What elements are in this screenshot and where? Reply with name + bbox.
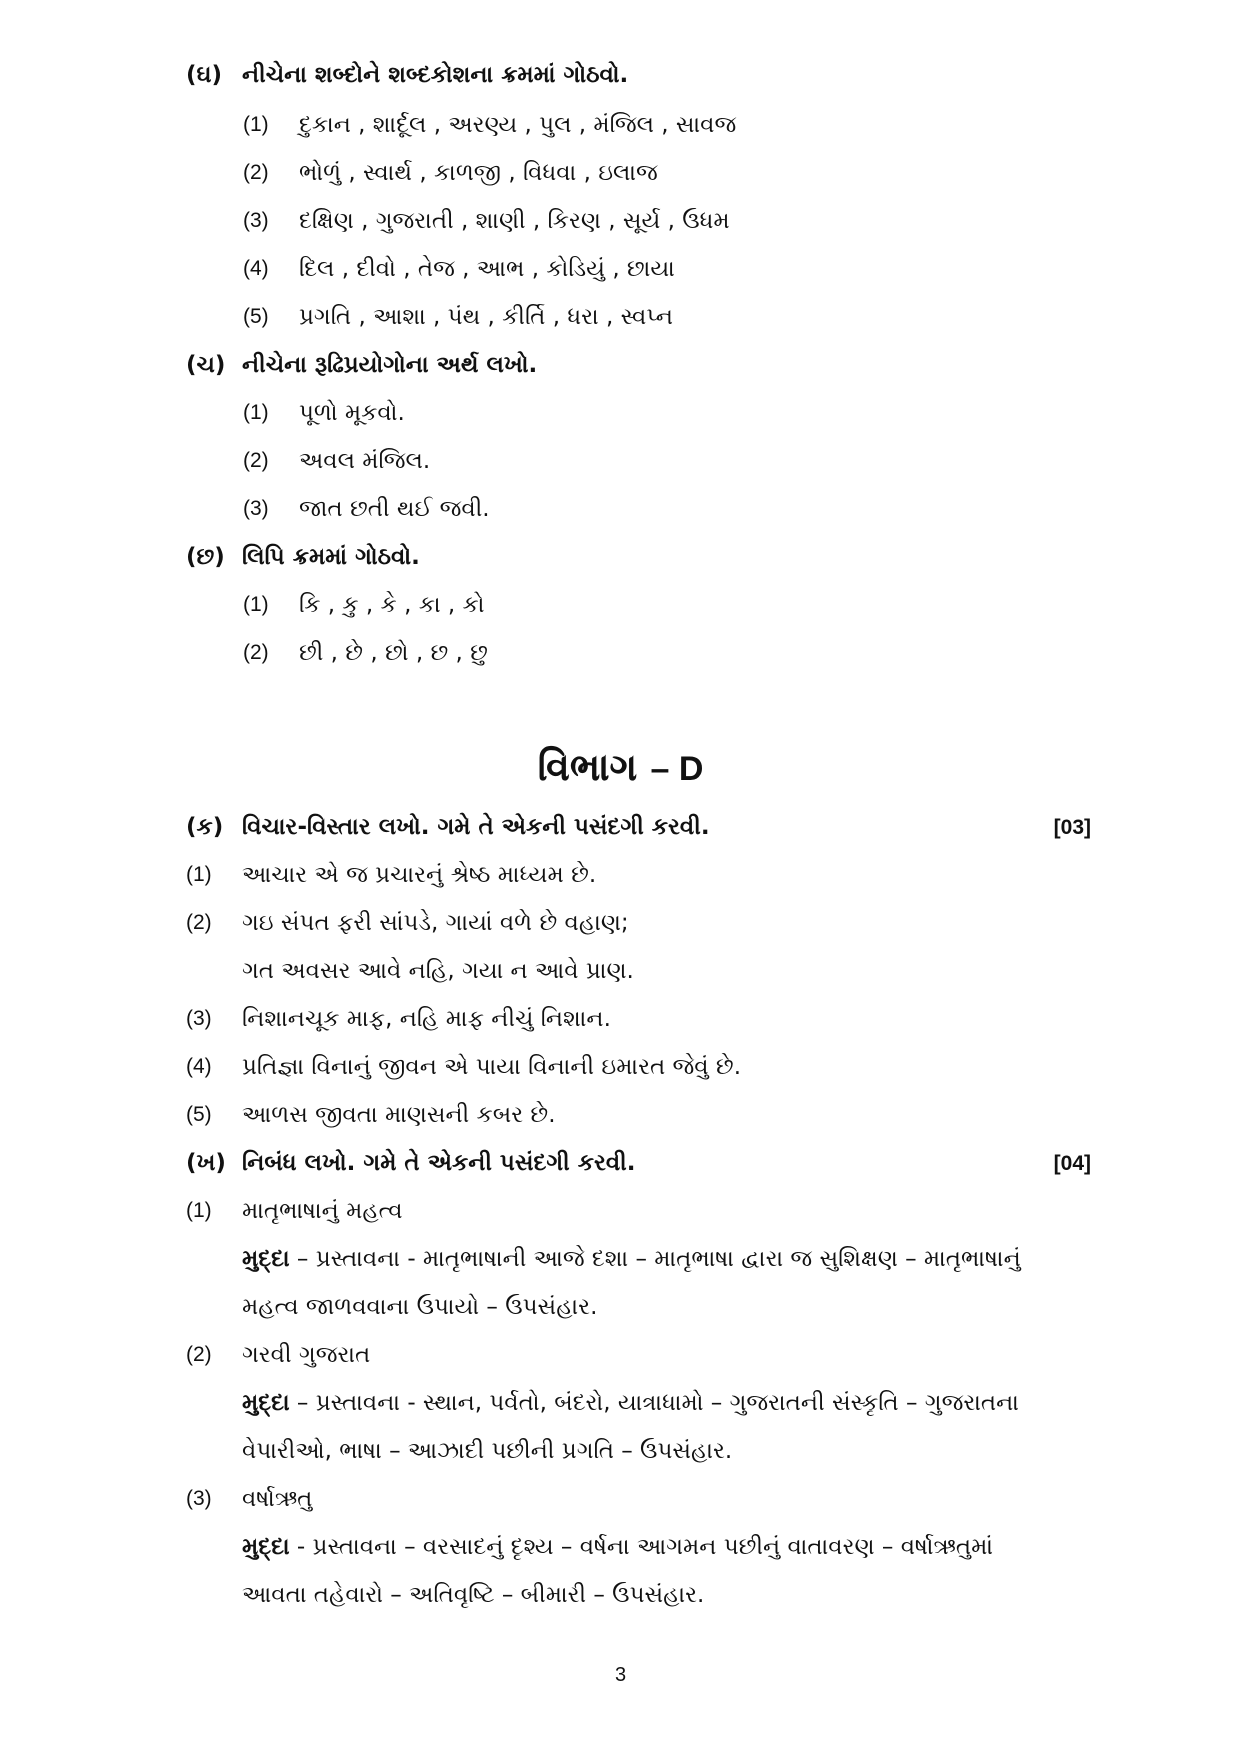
item-text: નિશાનચૂક માફ, નહિ માફ નીચું નિશાન.: [242, 1006, 611, 1032]
item-number: (2): [243, 161, 269, 184]
essay-points-continued: વેપારીઓ, ભાષા – આઝાદી પછીની પ્રગતિ – ઉપસંહાર.: [242, 1438, 733, 1464]
item-number: (2): [186, 911, 212, 934]
essay-points: [242, 1532, 993, 1562]
marks-badge: [04]: [1053, 1152, 1091, 1175]
item-number: (1): [186, 863, 212, 886]
item-number: (2): [243, 641, 269, 664]
item-text: ભોળું , સ્વાર્થ , કાળજી , વિધવા , ઇલાજ: [299, 160, 658, 186]
item-text: આચાર એ જ પ્રચારનું શ્રેષ્ઠ માધ્યમ છે.: [242, 862, 597, 888]
item-text: ગઇ સંપત ફરી સાંપડે, ગાયાં વળે છે વહાણ;: [242, 910, 629, 936]
mudda-label: મુદ્દા: [242, 1534, 290, 1560]
essay-points-continued: મહત્વ જાળવવાના ઉપાયો – ઉપસંહાર.: [242, 1294, 598, 1320]
points-text: – પ્રસ્તાવના - સ્થાન, પર્વતો, બંદરો, યાત્રાધામો – ગુજરાતની સંસ્કૃતિ – ગુજરાતના: [289, 1390, 1019, 1416]
mudda-label: મુદ્દા: [242, 1390, 290, 1416]
item-number: (1): [243, 593, 269, 616]
section-title: નિબંધ લખો. ગમે તે એકની પસંદગી કરવી.: [242, 1150, 636, 1176]
item-number: (3): [186, 1007, 212, 1030]
item-number: (1): [243, 401, 269, 424]
item-text: દિલ , દીવો , તેજ , આભ , કોડિયું , છાયા: [299, 256, 675, 282]
item-text: કિ , કુ , કે , કા , કો: [299, 592, 485, 618]
page-number: 3: [614, 1664, 627, 1686]
section-label: (ખ): [186, 1150, 226, 1176]
heading-main: વિભાગ: [537, 745, 638, 789]
item-text: દક્ષિણ , ગુજરાતી , શાણી , કિરણ , સૂર્ય , ઉધમ: [299, 208, 730, 234]
essay-points-continued: આવતા તહેવારો – અતિવૃષ્ટિ – બીમારી – ઉપસંહાર.: [242, 1582, 705, 1608]
item-number: (4): [243, 257, 269, 280]
essay-topic: વર્ષાઋતુ: [242, 1486, 313, 1512]
section-title: વિચાર-વિસ્તાર લખો. ગમે તે એકની પસંદગી કરવી.: [242, 814, 710, 840]
item-number: (2): [186, 1343, 212, 1366]
section-title: નીચેના રૂઢિપ્રયોગોના અર્થ લખો.: [242, 352, 538, 378]
section-heading: [0, 742, 1241, 794]
marks-badge: [03]: [1053, 816, 1091, 839]
section-title: નીચેના શબ્દોને શબ્દકોશના ક્રમમાં ગોઠવો.: [242, 62, 629, 88]
item-text: પ્રગતિ , આશા , પંથ , કીર્તિ , ધરા , સ્વપ્ન: [299, 304, 674, 330]
section-label: (ઘ): [186, 62, 223, 88]
item-number: (3): [243, 497, 269, 520]
item-text: આળસ જીવતા માણસની કબર છે.: [242, 1102, 556, 1128]
points-text: - પ્રસ્તાવના – વરસાદનું દૃશ્ય – વર્ષના આગમન પછીનું વાતાવરણ – વર્ષાઋતુમાં: [289, 1534, 993, 1560]
item-number: (1): [243, 113, 269, 136]
item-text: પૂળો મૂકવો.: [299, 400, 405, 426]
mudda-label: મુદ્દા: [242, 1246, 290, 1272]
essay-topic: માતૃભાષાનું મહત્વ: [242, 1198, 403, 1224]
item-text-continued: ગત અવસર આવે નહિ, ગયા ન આવે પ્રાણ.: [242, 958, 634, 984]
section-label: (ચ): [186, 352, 226, 378]
item-text: છી , છે , છો , છ , છુ: [299, 640, 488, 666]
section-label: (છ): [186, 544, 225, 570]
essay-topic: ગરવી ગુજરાત: [242, 1342, 371, 1368]
item-text: જાત છતી થઈ જવી.: [299, 496, 490, 522]
section-label: (ક): [186, 814, 224, 840]
item-number: (1): [186, 1199, 212, 1222]
points-text: – પ્રસ્તાવના - માતૃભાષાની આજે દશા – માતૃભાષા દ્વારા જ સુશિક્ષણ – માતૃભાષાનું: [289, 1246, 1021, 1272]
essay-points: [242, 1388, 1019, 1418]
item-number: (3): [243, 209, 269, 232]
item-number: (5): [186, 1103, 212, 1126]
item-number: (3): [186, 1487, 212, 1510]
item-text: અવલ મંજિલ.: [299, 448, 431, 474]
item-number: (5): [243, 305, 269, 328]
heading-suffix: – D: [650, 750, 704, 788]
essay-points: [242, 1244, 1021, 1274]
section-title: લિપિ ક્રમમાં ગોઠવો.: [242, 544, 420, 570]
item-text: દુકાન , શાર્દૂલ , અરણ્ય , પુલ , મંજિલ , સાવજ: [299, 112, 737, 138]
item-number: (2): [243, 449, 269, 472]
item-text: પ્રતિજ્ઞા વિનાનું જીવન એ પાયા વિનાની ઇમારત જેવું છે.: [242, 1054, 742, 1080]
item-number: (4): [186, 1055, 212, 1078]
